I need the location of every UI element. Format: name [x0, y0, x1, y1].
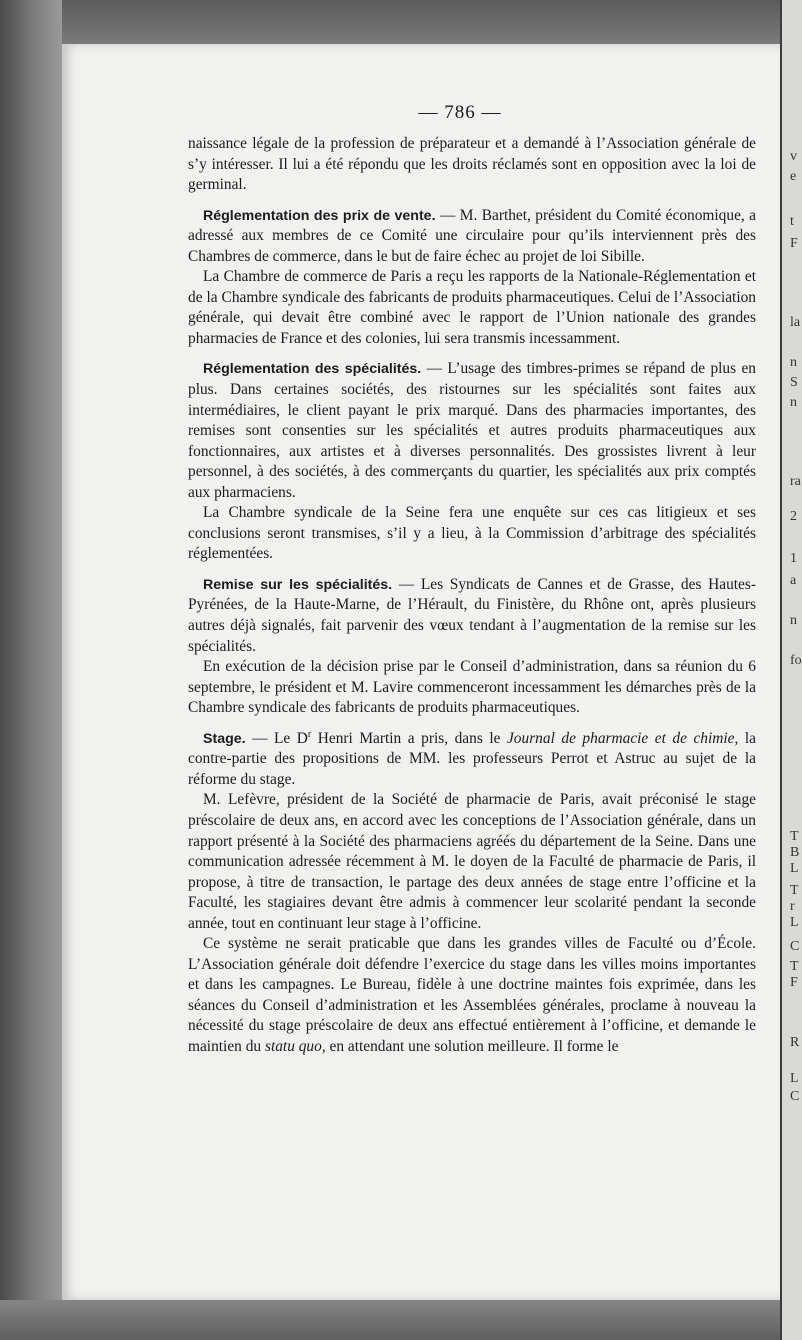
- margin-fragment: T: [790, 959, 799, 974]
- scan-border-left: [0, 0, 62, 1340]
- paragraph-text: En exécution de la décision prise par le Conseil d’administration, dans sa réunion du 6 septembre, le président et M. Lavire commenceront incessamment les démarches près de la Chambre syndicale des fabricants de produits pharmaceutiques.: [188, 658, 756, 717]
- paragraph-text: , la contre-partie des propositions de MM. les professeurs Perrot et Astruc au sujet de la réforme du stage.: [188, 729, 756, 788]
- margin-fragment: n: [790, 355, 797, 370]
- paragraph-stage-conclusion: [188, 934, 756, 1057]
- margin-fragment: la: [790, 315, 801, 330]
- paragraph-specialites: [188, 359, 756, 503]
- paragraph-text: — M. Barthet, président du Comité économique, a adressé aux membres de ce Comité une circulaire pour qu’ils interviennent près des Chambres de commerce, dans le but de faire échec au projet de loi Sibille.: [188, 206, 757, 265]
- margin-fragment: T: [790, 829, 799, 844]
- intro-paragraph: naissance légale de la profession de préparateur et a demandé à l’Association générale de s’y intéresser. Il lui a été répondu que les droits réclamés sont en opposition avec la loi de germinal.: [188, 135, 756, 194]
- paragraph-text: , en attendant une solution meilleure. Il forme le: [321, 1037, 619, 1055]
- paragraph-stage: [188, 729, 756, 791]
- margin-fragment: r: [790, 899, 795, 914]
- margin-fragment: B: [790, 845, 800, 860]
- journal-title: Journal de pharmacie et de chimie: [506, 729, 735, 747]
- section-heading-prix-vente: Réglementation des prix de vente.: [203, 207, 436, 224]
- paragraph-text: — Les Syndicats de Cannes et de Grasse, des Hautes-Pyrénées, de la Haute-Marne, de l’Hérault, du Finistère, du Rhône ont, après plusieurs autres déjà signalés, fait parvenir des vœux tendant à l’augmentation de la remise sur les spécialités.: [188, 575, 756, 655]
- margin-fragment: F: [790, 236, 798, 251]
- margin-fragment: n: [790, 613, 797, 628]
- margin-fragment: C: [790, 939, 800, 954]
- paragraph-text: La Chambre de commerce de Paris a reçu les rapports de la Nationale-Réglementation et de la Chambre syndicale des fabricants de produits pharmaceutiques. Celui de l’Association générale, qui devait être combiné avec le rapport de l’Union nationale des grandes pharmacies de France et des colonies, lui sera transmis incessamment.: [188, 268, 756, 347]
- margin-fragment: T: [790, 883, 799, 898]
- section-heading-remise: Remise sur les spécialités.: [203, 576, 393, 593]
- margin-fragment: S: [790, 375, 798, 390]
- superscript: r: [307, 728, 312, 740]
- margin-fragment: L: [790, 915, 799, 930]
- margin-fragment: n: [790, 395, 797, 410]
- paragraph-text: La Chambre syndicale de la Seine fera une enquête sur ces cas litigieux et ses conclusions seront transmises, s’il y a lieu, à la Commission d’arbitrage des spécialités réglementées.: [188, 504, 756, 563]
- margin-fragment: L: [790, 1071, 799, 1086]
- margin-fragment: fo: [790, 653, 802, 668]
- margin-fragment: e: [790, 169, 797, 184]
- margin-fragment: v: [790, 149, 797, 164]
- margin-fragment: ra: [790, 474, 801, 489]
- margin-fragment: 1: [790, 551, 797, 566]
- body-text: [188, 134, 756, 1058]
- margin-fragment: L: [790, 861, 799, 876]
- paragraph-prix-vente: [188, 206, 756, 268]
- margin-fragment: F: [790, 975, 798, 990]
- margin-fragment: C: [790, 1089, 800, 1104]
- paragraph-text: — L’usage des timbres-primes se répand de plus en plus. Dans certaines sociétés, des ristournes sur les spécialités sont faites aux intermédiaires, le client payant le prix marqué. Dans des pharmacies importantes, des remises sont consenties sur les spécialités et autres produits pharmaceutiques aux fonctionnaires, aux artistes et à diverses personnalités. Des grossistes livrent à leur personnel, à des sociétés, à des commerçants du quartier, les spécialités aux prix comptés aux pharmaciens.: [188, 360, 756, 501]
- page-number: — 786 —: [418, 102, 502, 123]
- margin-fragment: 2: [790, 509, 797, 524]
- section-heading-stage: Stage.: [203, 730, 246, 747]
- scan-border-top: [0, 0, 800, 44]
- paragraph-remise: [188, 575, 756, 657]
- paragraph-text: M. Lefèvre, président de la Société de pharmacie de Paris, avait préconisé le stage préscolaire de deux ans, en accord avec les conceptions de l’Association générale, dans un rapport présenté à la Société des pharmaciens agréés du département de la Seine. Dans une communication adressée récemment à M. le doyen de la Faculté de pharmacie de Paris, il propose, à titre de transaction, le partage des deux années de stage entre l’officine et la Faculté, les stagiaires devant être admis à commencer leur scolarité pendant la seconde année, tout en continuant leur stage à l’officine.: [188, 791, 756, 932]
- margin-fragment: R: [790, 1035, 800, 1050]
- margin-fragment: t: [790, 214, 794, 229]
- paragraph-text: Ce système ne serait praticable que dans les grandes villes de Faculté ou d’École. L’Association générale doit défendre l’exercice du stage dans les villes moins importantes et dans les campagnes. Le Bureau, fidèle à une doctrine maintes fois exprimée, dans les séances du Conseil d’administration et les Assemblées générales, proclame à nouveau la nécessité du stage préscolaire de deux ans effectué entièrement à l’officine, et demande le maintien du: [188, 935, 756, 1055]
- margin-fragment: a: [790, 573, 797, 588]
- latin-phrase: statu quo: [264, 1037, 322, 1055]
- paragraph-text: Henri Martin a pris, dans le: [311, 729, 507, 747]
- paragraph-text: — Le D: [245, 729, 308, 747]
- scan-border-bottom: [0, 1300, 800, 1340]
- adjacent-page-edge: [780, 0, 802, 1340]
- section-heading-specialites: Réglementation des spécialités.: [203, 361, 422, 378]
